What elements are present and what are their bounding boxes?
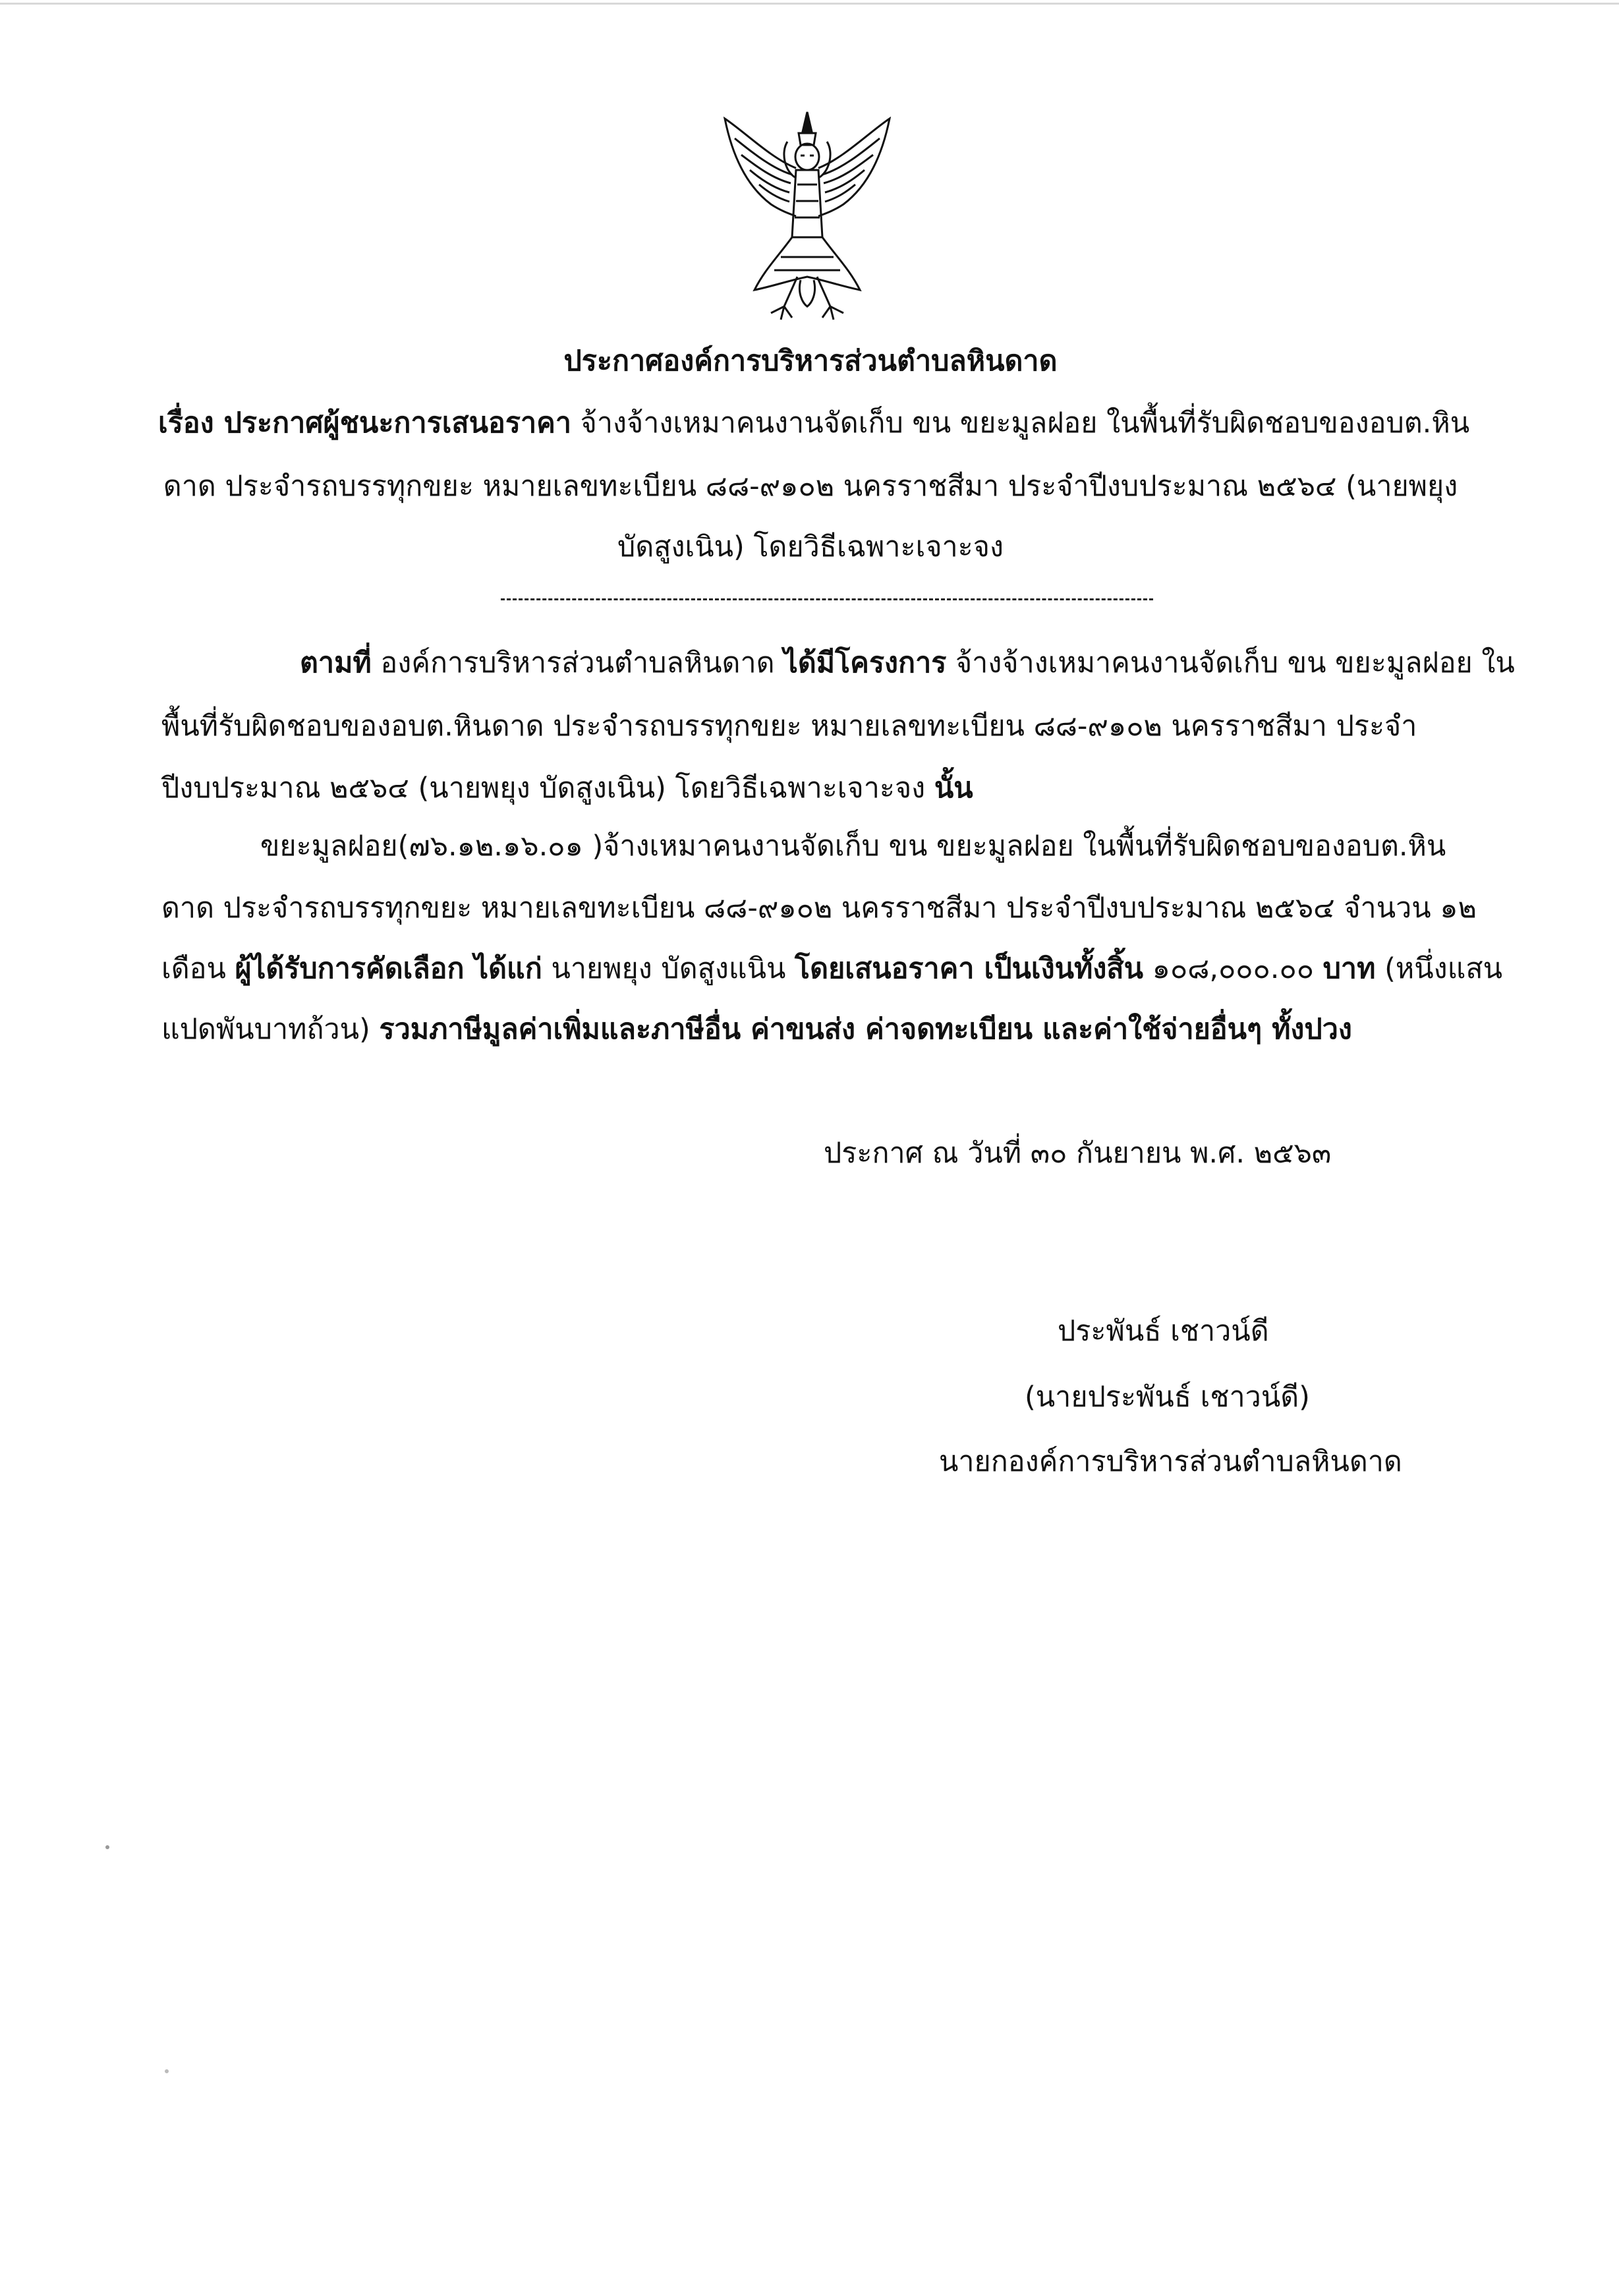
text-segment: นายพยุง บัดสูงแนิน bbox=[542, 952, 795, 985]
scan-speck bbox=[105, 1845, 109, 1849]
bold-segment: ผู้ได้รับการคัดเลือก ได้แก่ bbox=[235, 952, 542, 985]
scan-speck bbox=[165, 2069, 169, 2073]
paragraph-2-line-2: ดาด ประจำรถบรรทุกขยะ หมายเลขทะเบียน ๘๘-๙๑๐๒ นครราชสีมา ประจำปีงบประมาณ ๒๕๖๔ จำนวน ๑๒ bbox=[161, 892, 1477, 925]
paragraph-lead: ตามที่ bbox=[300, 646, 372, 679]
text-segment: องค์การบริหารส่วนตำบลหินดาด bbox=[371, 646, 784, 679]
scan-edge-line bbox=[0, 3, 1619, 5]
text-segment: จ้างจ้างเหมาคนงานจัดเก็บ ขน ขยะมูลฝอย ใน bbox=[946, 646, 1515, 679]
paragraph-2-line-4 bbox=[161, 1010, 1352, 1049]
section-divider bbox=[501, 598, 1153, 600]
bold-segment: นั้น bbox=[934, 772, 973, 805]
text-segment: (หนึ่งแสน bbox=[1375, 952, 1502, 985]
subject-label: เรื่อง ประกาศผู้ชนะการเสนอราคา bbox=[158, 407, 572, 440]
paragraph-1-line-1 bbox=[300, 643, 1515, 683]
paragraph-1-line-2: พื้นที่รับผิดชอบของอบต.หินดาด ประจำรถบรรทุกขยะ หมายเลขทะเบียน ๘๘-๙๑๐๒ นครราชสีมา ประจำ bbox=[161, 710, 1417, 743]
garuda-emblem-icon bbox=[718, 105, 896, 330]
subject-line-3: บัดสูงเนิน) โดยวิธีเฉพาะเจาะจง bbox=[617, 531, 1004, 563]
paragraph-1-line-3 bbox=[161, 768, 973, 808]
bold-segment: รวมภาษีมูลค่าเพิ่มและภาษีอื่น ค่าขนส่ง ค่าจดทะเบียน และค่าใช้จ่ายอื่นๆ ทั้งปวง bbox=[379, 1013, 1352, 1046]
bold-segment: โดยเสนอราคา เป็นเงินทั้งสิ้น bbox=[795, 952, 1144, 985]
signature-position: นายกองค์การบริหารส่วนตำบลหินดาด bbox=[939, 1445, 1402, 1478]
signature-name: ประพันธ์ เชาวน์ดี bbox=[1058, 1315, 1269, 1348]
bold-segment: ได้มีโครงการ bbox=[783, 646, 947, 679]
signature-full-name: (นายประพันธ์ เชาวน์ดี) bbox=[1025, 1381, 1310, 1414]
announcement-date: ประกาศ ณ วันที่ ๓๐ กันยายน พ.ศ. ๒๕๖๓ bbox=[824, 1137, 1332, 1170]
subject-line-1 bbox=[158, 403, 1470, 443]
amount-text: ๑๐๘,๐๐๐.๐๐ bbox=[1143, 952, 1323, 985]
text-segment: แปดพันบาทถ้วน) bbox=[161, 1013, 380, 1046]
text-segment: เดือน bbox=[161, 952, 235, 985]
subject-line-2: ดาด ประจำรถบรรทุกขยะ หมายเลขทะเบียน ๘๘-๙๑๐๒ นครราชสีมา ประจำปีงบประมาณ ๒๕๖๔ (นายพยุง bbox=[163, 470, 1458, 503]
subject-text: จ้างจ้างเหมาคนงานจัดเก็บ ขน ขยะมูลฝอย ในพื้นที่รับผิดชอบของอบต.หิน bbox=[571, 407, 1470, 440]
text-segment: ปีงบประมาณ ๒๕๖๔ (นายพยุง บัดสูงเนิน) โดยวิธีเฉพาะเจาะจง bbox=[161, 772, 934, 805]
paragraph-2-line-3 bbox=[161, 949, 1502, 989]
paragraph-2-line-1: ขยะมูลฝอย(๗๖.๑๒.๑๖.๐๑ )จ้างเหมาคนงานจัดเก็บ ขน ขยะมูลฝอย ในพื้นที่รับผิดชอบของอบต.หิน bbox=[260, 830, 1446, 863]
page-title: ประกาศองค์การบริหารส่วนตำบลหินดาด bbox=[563, 345, 1058, 378]
bold-segment: บาท bbox=[1322, 952, 1376, 985]
